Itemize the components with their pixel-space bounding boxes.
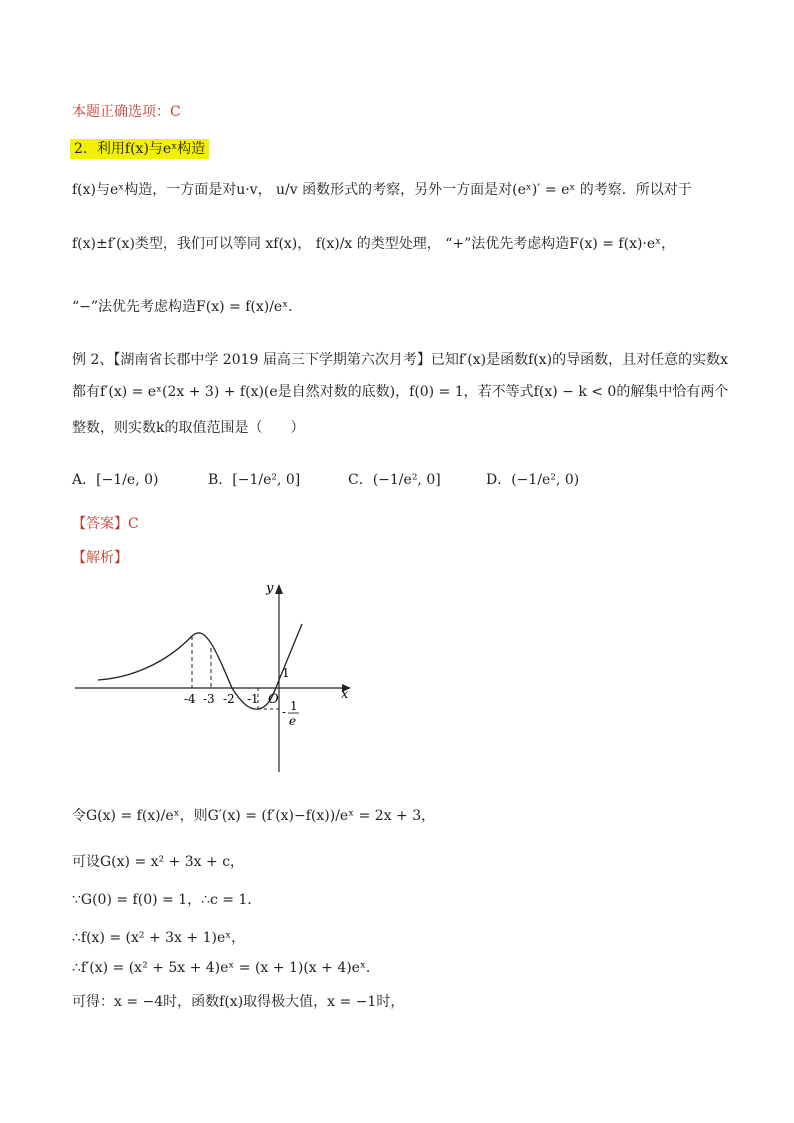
option-d: D．(−1/e², 0) xyxy=(486,472,580,488)
y-tick-1-label: 1 xyxy=(282,666,290,680)
min-label-numerator: 1 xyxy=(290,699,298,713)
solution-step-3: ∵G(0) = f(0) = 1，∴c = 1． xyxy=(72,892,262,908)
example-line-2: 都有f′(x) = eˣ(2x + 3) + f(x)(e是自然对数的底数)，f(0) = 1，若不等式f(x) − k < 0的解集中恰有两个 xyxy=(72,384,729,400)
section-heading-text: 2．利用f(x)与eˣ构造 xyxy=(70,139,209,159)
solution-step-6: 可得：x = −4时，函数f(x)取得极大值，x = −1时， xyxy=(72,994,405,1010)
option-b: B．[−1/e², 0] xyxy=(208,472,301,488)
example-line-1: 例 2、【湖南省长郡中学 2019 届高三下学期第六次月考】已知f′(x)是函数f(x)的导函数，且对任意的实数x xyxy=(72,352,728,368)
correct-option-text: 本题正确选项：C xyxy=(72,104,181,120)
tick-label-minus-1: -1 xyxy=(247,692,259,706)
solution-step-1: 令G(x) = f(x)/eˣ，则G′(x) = (f′(x)−f(x))/eˣ = 2x + 3， xyxy=(72,808,436,824)
tick-label-minus-3: -3 xyxy=(203,692,215,706)
min-label-sign: - xyxy=(282,705,287,719)
function-graph xyxy=(70,576,370,776)
correct-option-line xyxy=(72,102,181,122)
solution-step-2: 可设G(x) = x² + 3x + c， xyxy=(72,854,245,870)
answer-label: 【答案】C xyxy=(72,516,139,532)
solution-step-5: ∴f′(x) = (x² + 5x + 4)eˣ = (x + 1)(x + 4)eˣ． xyxy=(72,960,380,976)
option-a: A．[−1/e, 0) xyxy=(72,472,159,488)
analysis-label: 【解析】 xyxy=(72,550,128,566)
solution-step-4: ∴f(x) = (x² + 3x + 1)eˣ， xyxy=(72,930,246,946)
y-axis-label: y xyxy=(266,581,274,596)
section-heading xyxy=(70,139,209,159)
y-axis-arrow xyxy=(275,584,283,594)
x-axis-label: x xyxy=(341,687,349,702)
tick-label-minus-4: -4 xyxy=(184,692,196,706)
paragraph-line-1: f(x)与eˣ构造，一方面是对u·v， u/v 函数形式的考察，另外一方面是对(eˣ)′ = eˣ 的考察．所以对于 xyxy=(72,182,692,198)
paragraph-line-2: f(x)±f′(x)类型，我们可以等同 xf(x)， f(x)/x 的类型处理， “+”法优先考虑构造F(x) = f(x)·eˣ， xyxy=(72,236,676,252)
origin-label: O xyxy=(268,692,279,707)
example-line-3: 整数，则实数k的取值范围是（ ） xyxy=(72,420,305,436)
min-label-denominator: e xyxy=(289,714,297,728)
paragraph-line-3: “−”法优先考虑构造F(x) = f(x)/eˣ． xyxy=(72,299,303,315)
option-c: C．(−1/e², 0] xyxy=(348,472,441,488)
tick-label-minus-2: -2 xyxy=(223,692,235,706)
